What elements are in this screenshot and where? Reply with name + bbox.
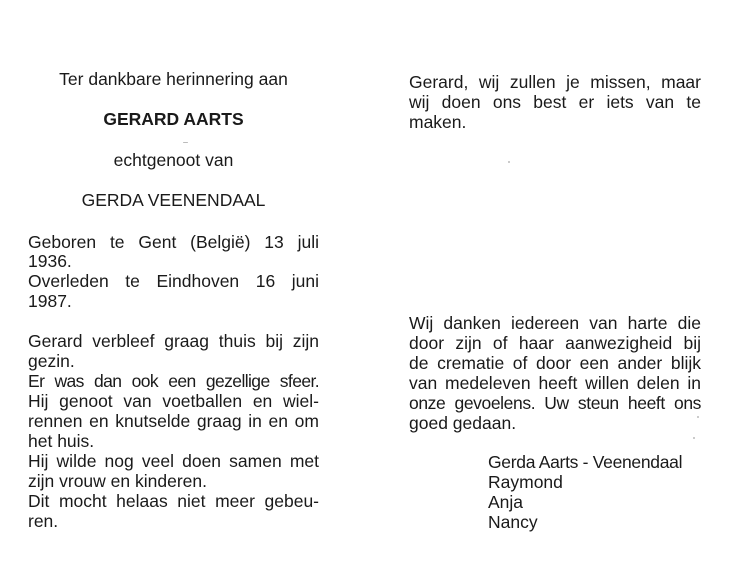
body-line: zijn vrouw en kinderen. (28, 471, 207, 491)
body-line: Gerard verbleef graag thuis bij zijn (28, 331, 319, 351)
born-year: 1936. (28, 251, 72, 271)
thanks-line: de crematie of door een ander blijk (409, 353, 701, 373)
intro-text: Ter dankbare herinnering aan (59, 69, 288, 89)
spouse-label: echtgenoot van (113, 150, 234, 170)
body-line: Dit mocht helaas niet meer gebeu- (28, 491, 319, 511)
scan-speck (508, 161, 510, 163)
signature-line: Gerda Aarts - Veenendaal (488, 452, 683, 472)
died-year: 1987. (28, 291, 72, 311)
spouse-name: GERDA VEENENDAAL (81, 190, 266, 210)
thanks-line: van medeleven heeft willen delen in (409, 373, 701, 393)
signature-line: Anja (488, 492, 524, 512)
farewell-line: Gerard, wij zullen je missen, maar (409, 72, 701, 92)
scan-speck (693, 437, 695, 439)
died-line: Overleden te Eindhoven 16 juni (28, 271, 319, 291)
thanks-line: door zijn of haar aanwezigheid bij (409, 333, 701, 353)
deceased-name: GERARD AARTS (103, 109, 244, 129)
body-line: Hij genoot van voetballen en wiel- (28, 391, 319, 411)
farewell-line: maken. (409, 112, 467, 132)
body-line: rennen en knutselde graag in en om (28, 411, 319, 431)
scan-speck (183, 142, 188, 143)
farewell-line: wij doen ons best er iets van te (409, 92, 701, 112)
body-line: Hij wilde nog veel doen samen met (28, 451, 319, 471)
thanks-line: Wij danken iedereen van harte die (409, 313, 701, 333)
body-line: gezin. (28, 351, 75, 371)
body-line: ren. (28, 511, 59, 531)
thanks-line: onze gevoelens. Uw steun heeft ons (409, 393, 701, 413)
signature-line: Raymond (488, 472, 563, 492)
born-line: Geboren te Gent (België) 13 juli (28, 232, 319, 252)
body-line: het huis. (28, 431, 95, 451)
signature-line: Nancy (488, 512, 538, 532)
thanks-line: goed gedaan. (409, 413, 517, 433)
scan-speck (697, 416, 699, 418)
body-line: Er was dan ook een gezellige sfeer. (28, 371, 319, 391)
